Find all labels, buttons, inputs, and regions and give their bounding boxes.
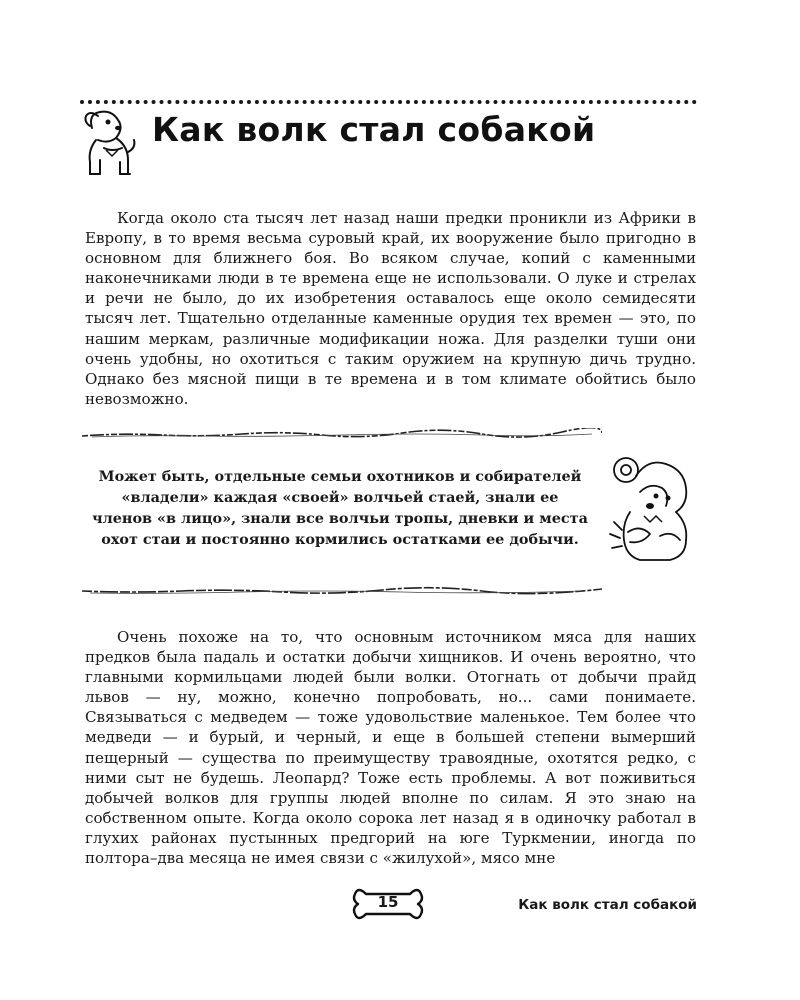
wavy-divider	[82, 585, 602, 597]
thinking-dog-icon	[600, 452, 700, 567]
running-title: Как волк стал собакой	[518, 897, 697, 913]
wavy-divider	[82, 428, 602, 440]
body-paragraph: Очень похоже на то, что основным источником мяса для наших предков была падаль и остатки добычи хищников. И очень вероятно, что главными кормильцами людей были волки. Отогнать от добычи прайд львов — ну, можно, конечно попробовать, но... сами понимаете. Связываться с медведем — тоже удовольствие маленькое. Тем более что медведи — и бурый, и черный, и еще в большей степени вымерший пещерный — существа по преимуществу травоядные, охотятся редко, с ними сыт не будешь. Леопард? Тоже есть проблемы. А вот поживиться добычей волков для группы людей вполне по силам. Я это знаю на собственном опыте. Когда около сорока лет назад я в одиночку работал в глухих районах пустынных предгорий на юге Туркмении, иногда по полтора–два месяца не имея связи с «жилухой», мясо мне	[85, 628, 696, 868]
body-paragraph: Когда около ста тысяч лет назад наши предки проникли из Африки в Европу, в то время весьма суровый край, их вооружение было пригодно в основном для ближнего боя. Во всяком случае, копий с каменными наконечниками люди в те времена еще не использовали. О луке и стрелах и речи не было, до их изобретения оставалось еще около семидесяти тысяч лет. Тщательно отделанные каменные орудия тех времен — это, по нашим меркам, различные модификации ножа. Для разделки туши они очень удобны, но охотиться с таким оружием на крупную дичь трудно. Однако без мясной пищи в те времена и в том климате обойтись было невозможно.	[85, 209, 696, 408]
dotted-rule	[80, 100, 697, 104]
dog-icon	[78, 108, 138, 180]
callout-text: Может быть, отдельные семьи охотников и собирателей «владели» каждая «своей» волчьей стаей, знали ее членов «в лицо», знали все волчьи тропы, дневки и места охот стаи и постоянно кормились остатками ее добычи.	[92, 468, 588, 548]
page-number: 15	[377, 893, 399, 911]
chapter-title: Как волк стал собакой	[152, 110, 596, 149]
